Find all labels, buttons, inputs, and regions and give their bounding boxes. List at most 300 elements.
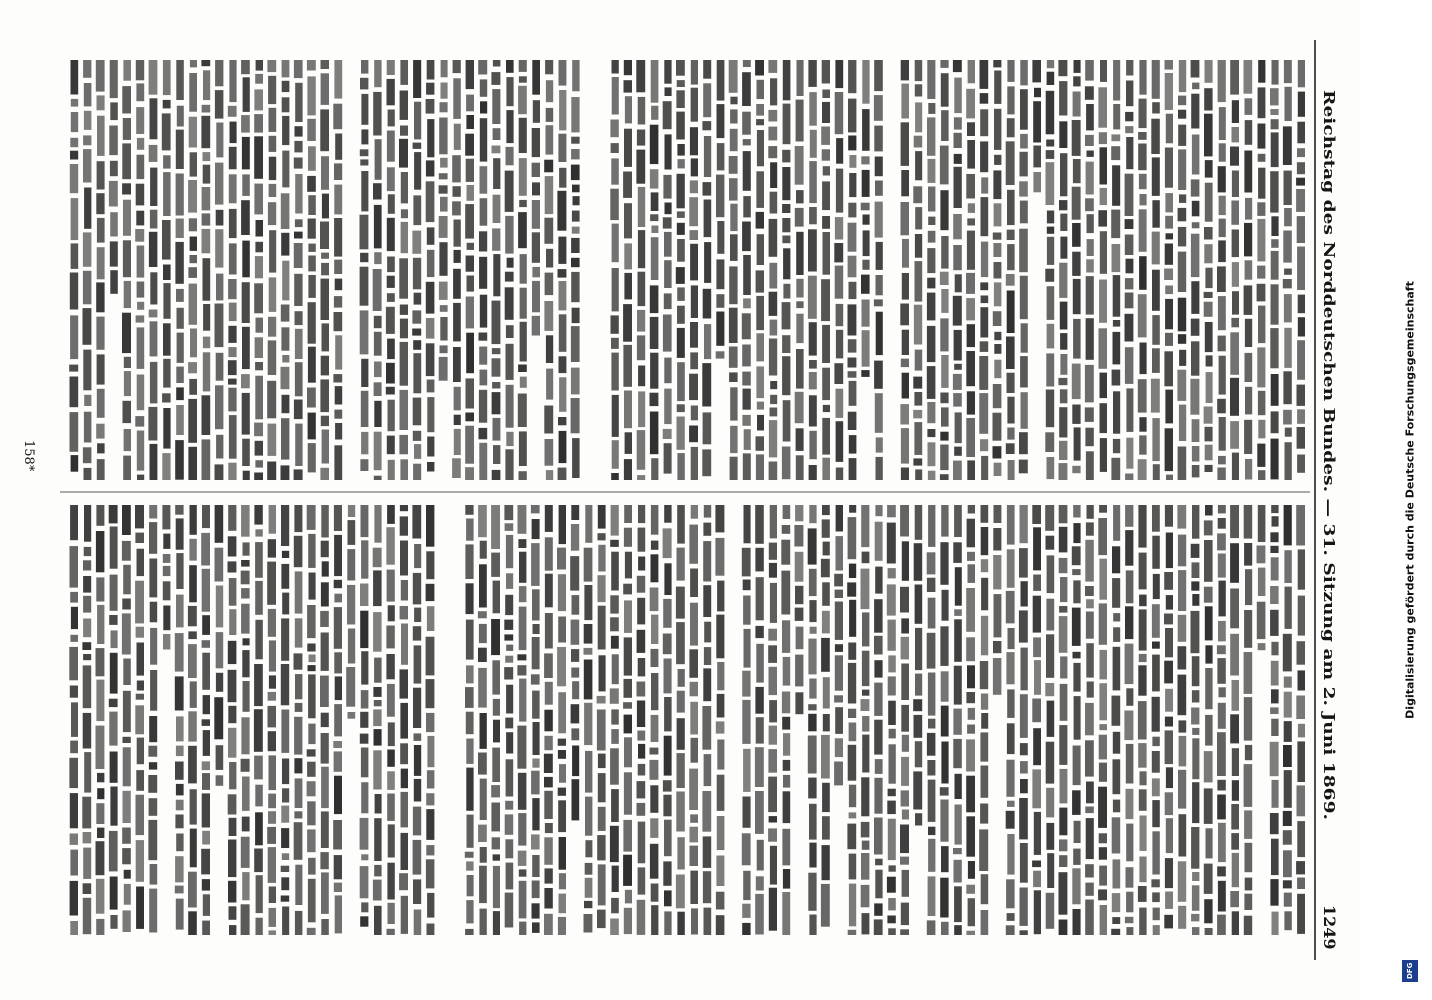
text-word bbox=[492, 301, 501, 345]
text-word bbox=[809, 92, 817, 126]
text-word bbox=[651, 192, 659, 211]
text-word bbox=[768, 749, 777, 773]
text-word bbox=[1204, 292, 1213, 298]
text-word bbox=[1151, 119, 1160, 154]
text-word bbox=[1218, 518, 1226, 529]
funding-note: Digitalisierung gefördert durch die Deutsche Forschungsgemeinschaft bbox=[1403, 281, 1417, 719]
text-word bbox=[202, 921, 210, 935]
text-word bbox=[598, 864, 606, 905]
text-word bbox=[122, 848, 131, 864]
text-word bbox=[1297, 247, 1305, 291]
text-word bbox=[1284, 550, 1291, 583]
text-word bbox=[809, 465, 817, 480]
text-word bbox=[966, 418, 975, 457]
text-word bbox=[559, 431, 567, 463]
text-word bbox=[544, 218, 553, 244]
text-word bbox=[664, 659, 672, 694]
text-word bbox=[994, 505, 1002, 523]
text-word bbox=[83, 665, 92, 708]
text-word bbox=[651, 106, 658, 120]
text-word bbox=[889, 744, 896, 783]
text-word bbox=[572, 227, 580, 234]
text-word bbox=[295, 911, 303, 935]
text-word bbox=[704, 754, 712, 786]
text-word bbox=[1258, 168, 1265, 199]
text-word bbox=[610, 826, 619, 862]
text-word bbox=[334, 704, 342, 736]
text-word bbox=[874, 60, 883, 91]
text-word bbox=[519, 869, 527, 876]
text-word bbox=[834, 762, 843, 786]
text-word bbox=[862, 735, 869, 773]
text-word bbox=[1218, 621, 1226, 642]
text-word bbox=[1297, 427, 1305, 449]
text-word bbox=[809, 679, 816, 699]
text-word bbox=[1072, 466, 1080, 473]
text-word bbox=[611, 552, 619, 591]
text-word bbox=[848, 223, 857, 252]
text-word bbox=[1219, 143, 1226, 161]
text-word bbox=[507, 258, 514, 268]
text-word bbox=[386, 307, 395, 334]
text-word bbox=[480, 295, 487, 328]
text-word bbox=[1270, 610, 1279, 636]
text-word bbox=[243, 681, 250, 712]
text-word bbox=[716, 312, 724, 346]
text-word bbox=[757, 80, 765, 99]
text-word bbox=[782, 150, 790, 163]
text-word bbox=[1270, 88, 1279, 105]
text-word bbox=[638, 391, 645, 427]
text-word bbox=[928, 103, 935, 114]
text-word bbox=[637, 576, 645, 593]
text-word bbox=[295, 703, 303, 712]
text-word bbox=[1165, 390, 1173, 424]
text-word bbox=[940, 190, 948, 230]
text-word bbox=[83, 848, 91, 879]
text-word bbox=[1047, 457, 1055, 479]
text-word bbox=[756, 436, 765, 451]
text-word bbox=[546, 470, 553, 480]
text-word bbox=[559, 90, 566, 130]
text-word bbox=[427, 380, 435, 393]
text-word bbox=[730, 387, 737, 420]
text-word bbox=[307, 762, 316, 777]
text-word bbox=[940, 542, 948, 585]
text-word bbox=[1059, 616, 1068, 653]
text-word bbox=[993, 60, 1001, 67]
text-word bbox=[334, 185, 342, 215]
text-word bbox=[875, 505, 882, 516]
text-word bbox=[97, 788, 104, 799]
text-word bbox=[269, 675, 276, 688]
text-word bbox=[506, 325, 514, 338]
text-word bbox=[676, 587, 685, 619]
text-word bbox=[704, 505, 711, 518]
text-word bbox=[1099, 683, 1107, 720]
text-word bbox=[981, 910, 989, 935]
text-word bbox=[1100, 147, 1108, 184]
text-word bbox=[228, 881, 236, 903]
text-word bbox=[966, 351, 975, 386]
text-word bbox=[848, 136, 856, 151]
text-word bbox=[426, 859, 435, 888]
text-word bbox=[584, 914, 593, 933]
text-word bbox=[597, 910, 606, 929]
text-word bbox=[914, 543, 923, 581]
text-word bbox=[123, 456, 131, 480]
text-word bbox=[1244, 543, 1252, 566]
text-word bbox=[321, 541, 329, 558]
text-word bbox=[953, 461, 962, 480]
text-word bbox=[783, 400, 791, 441]
text-word bbox=[1113, 275, 1121, 317]
text-word bbox=[506, 110, 513, 143]
text-word bbox=[281, 664, 289, 705]
text-word bbox=[889, 865, 896, 871]
text-word bbox=[1020, 694, 1028, 738]
text-word bbox=[122, 183, 131, 194]
text-word bbox=[531, 505, 540, 513]
text-word bbox=[373, 548, 382, 568]
text-word bbox=[1284, 692, 1292, 718]
text-word bbox=[412, 505, 421, 539]
text-word bbox=[862, 330, 870, 367]
text-word bbox=[321, 713, 329, 727]
text-word bbox=[69, 365, 78, 372]
text-word bbox=[149, 716, 157, 742]
text-word bbox=[809, 360, 817, 369]
text-word bbox=[940, 445, 948, 471]
text-word bbox=[1073, 159, 1081, 183]
text-word bbox=[810, 130, 817, 158]
text-word bbox=[1059, 606, 1067, 613]
text-word bbox=[492, 660, 500, 694]
text-word bbox=[491, 619, 500, 655]
text-word bbox=[388, 722, 395, 746]
text-word bbox=[454, 250, 461, 263]
text-word bbox=[836, 505, 843, 532]
text-word bbox=[519, 471, 527, 480]
text-word bbox=[796, 349, 804, 389]
text-word bbox=[1085, 864, 1094, 877]
text-word bbox=[545, 537, 553, 570]
text-word bbox=[1270, 546, 1278, 553]
text-word bbox=[796, 428, 804, 451]
text-word bbox=[1270, 707, 1279, 714]
text-word bbox=[849, 785, 856, 808]
text-word bbox=[769, 420, 777, 457]
text-word bbox=[1033, 575, 1041, 591]
text-word bbox=[110, 212, 118, 236]
text-word bbox=[1283, 880, 1292, 888]
text-word bbox=[980, 732, 988, 761]
text-word bbox=[518, 365, 527, 373]
text-word bbox=[822, 458, 830, 480]
text-word bbox=[849, 723, 857, 742]
text-word bbox=[1178, 208, 1187, 221]
text-word bbox=[1191, 179, 1200, 196]
text-word bbox=[994, 203, 1002, 226]
text-word bbox=[492, 748, 500, 782]
text-word bbox=[704, 908, 712, 935]
text-word bbox=[215, 163, 223, 205]
text-word bbox=[638, 187, 645, 227]
text-word bbox=[571, 524, 579, 551]
text-word bbox=[361, 359, 368, 387]
text-word bbox=[1139, 417, 1146, 432]
text-word bbox=[1138, 505, 1146, 548]
text-word bbox=[137, 138, 144, 150]
text-word bbox=[783, 104, 791, 145]
text-word bbox=[1033, 101, 1041, 142]
text-word bbox=[1126, 688, 1133, 706]
text-word bbox=[414, 608, 421, 622]
text-word bbox=[770, 78, 777, 105]
text-word bbox=[400, 342, 408, 386]
text-word bbox=[650, 317, 659, 349]
text-word bbox=[1178, 298, 1186, 332]
text-word bbox=[307, 605, 316, 638]
text-word bbox=[1258, 568, 1266, 596]
text-word bbox=[941, 407, 949, 426]
text-word bbox=[426, 793, 434, 805]
text-word bbox=[1072, 405, 1080, 424]
text-word bbox=[479, 564, 487, 607]
text-word bbox=[453, 60, 461, 73]
text-word bbox=[664, 293, 672, 309]
text-word bbox=[373, 709, 381, 726]
text-word bbox=[927, 733, 936, 756]
text-word bbox=[228, 326, 236, 343]
text-word bbox=[1232, 291, 1239, 314]
text-word bbox=[387, 167, 395, 191]
text-word bbox=[823, 166, 830, 175]
text-word bbox=[1258, 154, 1266, 162]
text-word bbox=[1020, 276, 1028, 320]
text-word bbox=[1113, 104, 1120, 129]
text-word bbox=[1020, 761, 1028, 773]
text-word bbox=[676, 622, 685, 664]
text-word bbox=[242, 282, 250, 323]
text-word bbox=[637, 781, 646, 798]
text-word bbox=[480, 847, 487, 863]
text-word bbox=[570, 556, 579, 591]
text-word bbox=[954, 447, 962, 456]
text-word bbox=[255, 581, 263, 615]
text-word bbox=[465, 426, 474, 464]
text-word bbox=[1271, 839, 1279, 875]
text-word bbox=[1270, 742, 1279, 776]
text-word bbox=[822, 505, 830, 515]
text-word bbox=[940, 626, 948, 666]
text-word bbox=[163, 323, 171, 355]
text-word bbox=[809, 395, 817, 426]
text-word bbox=[1021, 581, 1028, 606]
text-word bbox=[1298, 724, 1305, 738]
text-word bbox=[96, 726, 105, 769]
text-word bbox=[1164, 572, 1173, 590]
text-word bbox=[1179, 194, 1186, 203]
text-word bbox=[96, 680, 104, 722]
text-word bbox=[188, 447, 197, 480]
text-word bbox=[1072, 252, 1080, 276]
text-word bbox=[1244, 894, 1252, 910]
text-word bbox=[176, 367, 184, 383]
text-word bbox=[506, 432, 513, 446]
text-word bbox=[1140, 194, 1147, 205]
text-word bbox=[664, 389, 671, 425]
text-word bbox=[572, 746, 579, 777]
text-word bbox=[1047, 72, 1055, 85]
text-word bbox=[1191, 914, 1199, 922]
text-word bbox=[717, 816, 725, 850]
text-word bbox=[97, 605, 104, 644]
text-word bbox=[915, 505, 923, 540]
text-word bbox=[374, 362, 382, 378]
text-word bbox=[216, 353, 224, 381]
text-word bbox=[651, 60, 659, 103]
text-word bbox=[532, 798, 539, 830]
text-word bbox=[1217, 266, 1226, 292]
text-word bbox=[768, 127, 777, 141]
text-word bbox=[809, 600, 816, 622]
text-word bbox=[1100, 373, 1108, 399]
text-word bbox=[255, 812, 263, 845]
text-word bbox=[242, 393, 250, 435]
text-word bbox=[914, 422, 922, 455]
text-word bbox=[122, 313, 131, 353]
text-word bbox=[901, 903, 909, 926]
text-word bbox=[361, 60, 368, 74]
text-word bbox=[517, 654, 526, 660]
text-word bbox=[915, 350, 923, 371]
text-word bbox=[453, 303, 461, 342]
text-word bbox=[1245, 353, 1253, 382]
text-word bbox=[137, 246, 145, 278]
text-word bbox=[823, 677, 830, 708]
text-word bbox=[1019, 181, 1028, 196]
text-word bbox=[439, 357, 448, 381]
text-word bbox=[783, 775, 790, 788]
text-word bbox=[1085, 365, 1094, 403]
text-word bbox=[493, 128, 501, 140]
text-word bbox=[1297, 741, 1305, 782]
text-word bbox=[1099, 328, 1108, 369]
text-word bbox=[1271, 251, 1279, 280]
text-word bbox=[690, 846, 699, 866]
text-word bbox=[202, 793, 210, 827]
text-word bbox=[307, 119, 316, 141]
text-word bbox=[96, 505, 104, 526]
text-word bbox=[861, 885, 870, 907]
text-word bbox=[1060, 389, 1068, 403]
text-word bbox=[559, 314, 567, 352]
text-word bbox=[834, 243, 843, 262]
text-word bbox=[571, 238, 580, 253]
text-word bbox=[677, 239, 685, 262]
text-word bbox=[1283, 231, 1292, 263]
text-word bbox=[888, 676, 896, 695]
text-word bbox=[1058, 378, 1067, 385]
text-word bbox=[782, 829, 790, 866]
text-word bbox=[861, 569, 870, 610]
text-word bbox=[915, 469, 922, 480]
text-word bbox=[690, 569, 698, 598]
text-word bbox=[110, 241, 118, 266]
text-word bbox=[1271, 719, 1278, 736]
text-word bbox=[533, 100, 540, 123]
text-word bbox=[360, 78, 368, 90]
text-word bbox=[941, 671, 949, 701]
text-word bbox=[295, 126, 303, 136]
text-word bbox=[862, 612, 869, 646]
text-word bbox=[532, 128, 540, 157]
text-word bbox=[492, 392, 501, 414]
text-word bbox=[571, 326, 580, 362]
text-word bbox=[1113, 391, 1120, 433]
text-word bbox=[82, 642, 91, 650]
text-word bbox=[308, 146, 316, 171]
text-word bbox=[334, 60, 342, 99]
text-word bbox=[1218, 456, 1226, 465]
text-word bbox=[623, 304, 632, 342]
text-word bbox=[1271, 689, 1279, 703]
text-word bbox=[1283, 850, 1292, 877]
text-word bbox=[1059, 808, 1067, 836]
text-word bbox=[83, 232, 92, 266]
text-word bbox=[769, 700, 777, 722]
text-word bbox=[519, 76, 527, 82]
text-word bbox=[1100, 231, 1107, 274]
text-word bbox=[1272, 780, 1279, 808]
text-word bbox=[97, 443, 105, 453]
text-word bbox=[190, 789, 197, 824]
text-word bbox=[517, 726, 526, 769]
text-word bbox=[1164, 269, 1173, 281]
text-word bbox=[875, 567, 882, 594]
text-word bbox=[242, 650, 249, 677]
text-word bbox=[928, 839, 935, 872]
text-word bbox=[531, 834, 540, 849]
text-word bbox=[716, 259, 724, 289]
text-word bbox=[150, 628, 157, 665]
text-word bbox=[954, 364, 962, 370]
text-word bbox=[427, 770, 435, 788]
text-word bbox=[1245, 569, 1252, 605]
text-word bbox=[1245, 878, 1253, 891]
text-word bbox=[506, 77, 513, 106]
text-word bbox=[123, 747, 131, 786]
text-word bbox=[465, 134, 474, 156]
text-word bbox=[966, 816, 975, 856]
text-word bbox=[836, 330, 843, 359]
text-word bbox=[492, 89, 500, 124]
text-word bbox=[1205, 268, 1212, 288]
text-word bbox=[624, 459, 632, 480]
text-word bbox=[1178, 861, 1186, 902]
text-word bbox=[1046, 788, 1054, 818]
text-word bbox=[320, 222, 329, 250]
text-word bbox=[414, 293, 422, 305]
text-word bbox=[782, 167, 790, 200]
text-word bbox=[162, 393, 171, 402]
text-word bbox=[1126, 744, 1134, 784]
text-word bbox=[229, 818, 237, 836]
right-column-text bbox=[69, 505, 1305, 935]
text-word bbox=[703, 668, 711, 701]
text-word bbox=[689, 525, 698, 564]
